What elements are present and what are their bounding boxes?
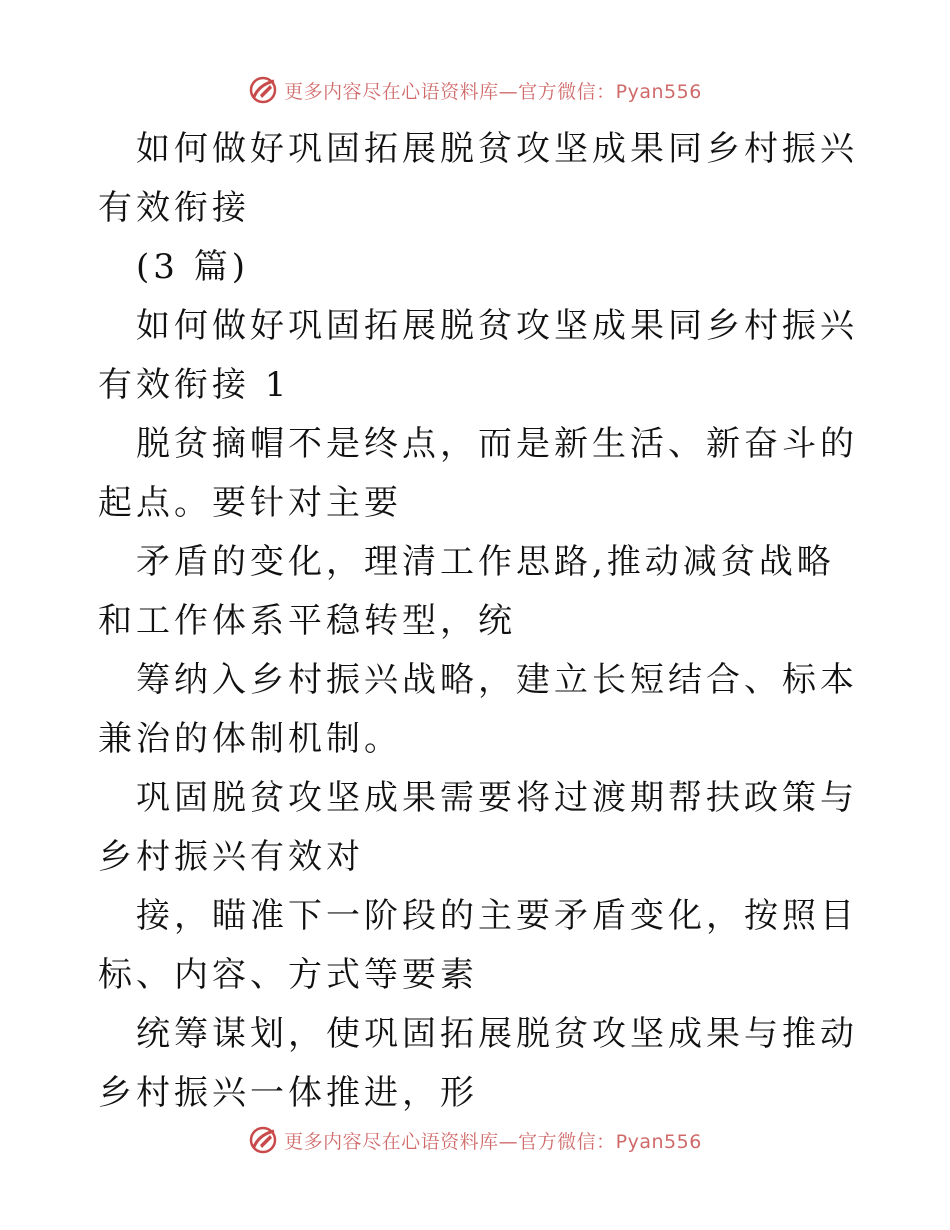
document-subtitle: (3 篇): [136, 247, 249, 287]
section-heading: 如何做好巩固拓展脱贫攻坚成果同乡村振兴有效衔接 1: [98, 306, 858, 405]
paragraph-5: 接，瞄准下一阶段的主要矛盾变化，按照目标、内容、方式等要素: [98, 896, 858, 995]
watermark-text: 更多内容尽在心语资料库—官方微信：Pyan556: [284, 80, 702, 103]
document-body: [98, 120, 858, 1123]
ribbon-pen-logo-icon: [248, 75, 278, 105]
paragraph-1: 脱贫摘帽不是终点，而是新生活、新奋斗的起点。要针对主要: [98, 424, 858, 523]
watermark-banner-bottom: [0, 1120, 950, 1160]
paragraph-4: 巩固脱贫攻坚成果需要将过渡期帮扶政策与乡村振兴有效对: [98, 778, 858, 877]
watermark-text: 更多内容尽在心语资料库—官方微信：Pyan556: [284, 1130, 702, 1153]
document-title: 如何做好巩固拓展脱贫攻坚成果同乡村振兴有效衔接: [98, 129, 858, 228]
paragraph-6: 统筹谋划，使巩固拓展脱贫攻坚成果与推动乡村振兴一体推进，形: [98, 1014, 858, 1113]
watermark-banner-top: [0, 70, 950, 110]
paragraph-2: 矛盾的变化，理清工作思路,推动减贫战略和工作体系平稳转型，统: [98, 542, 835, 641]
paragraph-3: 筹纳入乡村振兴战略，建立长短结合、标本兼治的体制机制。: [98, 660, 858, 759]
ribbon-pen-logo-icon: [248, 1125, 278, 1155]
